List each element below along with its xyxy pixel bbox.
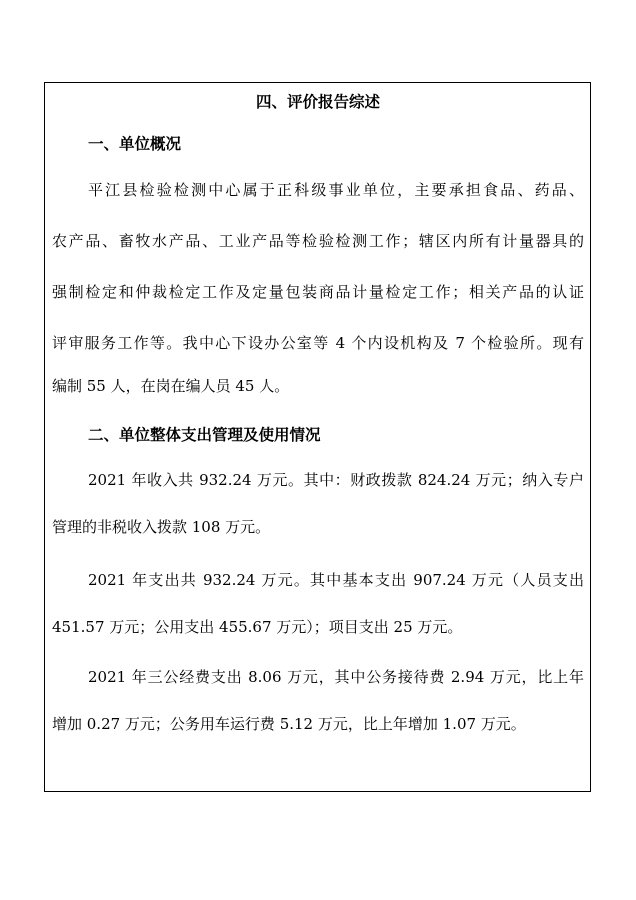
paragraph-line: 平江县检验检测中心属于正科级事业单位，主要承担食品、药品、: [88, 181, 584, 199]
section1-heading: 一、单位概况: [88, 134, 182, 153]
paragraph-line: 强制检定和仲裁检定工作及定量包装商品计量检定工作；相关产品的认证: [52, 283, 584, 301]
paragraph-line: 管理的非税收入拨款 108 万元。: [52, 518, 271, 536]
paragraph-line: 451.57 万元；公用支出 455.67 万元）；项目支出 25 万元。: [52, 618, 463, 636]
paragraph-line: 增加 0.27 万元；公务用车运行费 5.12 万元，比上年增加 1.07 万元。: [52, 715, 526, 733]
paragraph-line: 2021 年收入共 932.24 万元。其中：财政拨款 824.24 万元；纳入专户: [88, 471, 584, 489]
paragraph-line: 编制 55 人，在岗在编人员 45 人。: [52, 377, 290, 395]
section2-heading: 二、单位整体支出管理及使用情况: [88, 425, 321, 444]
paragraph-line: 2021 年支出共 932.24 万元。其中基本支出 907.24 万元（人员支出: [88, 571, 584, 589]
paragraph-line: 农产品、畜牧水产品、工业产品等检验检测工作；辖区内所有计量器具的: [52, 232, 584, 250]
section-title: 四、评价报告综述: [255, 92, 380, 111]
paragraph-line: 评审服务工作等。我中心下设办公室等 4 个内设机构及 7 个检验所。现有: [52, 334, 584, 352]
paragraph-line: 2021 年三公经费支出 8.06 万元，其中公务接待费 2.94 万元，比上年: [88, 668, 584, 686]
